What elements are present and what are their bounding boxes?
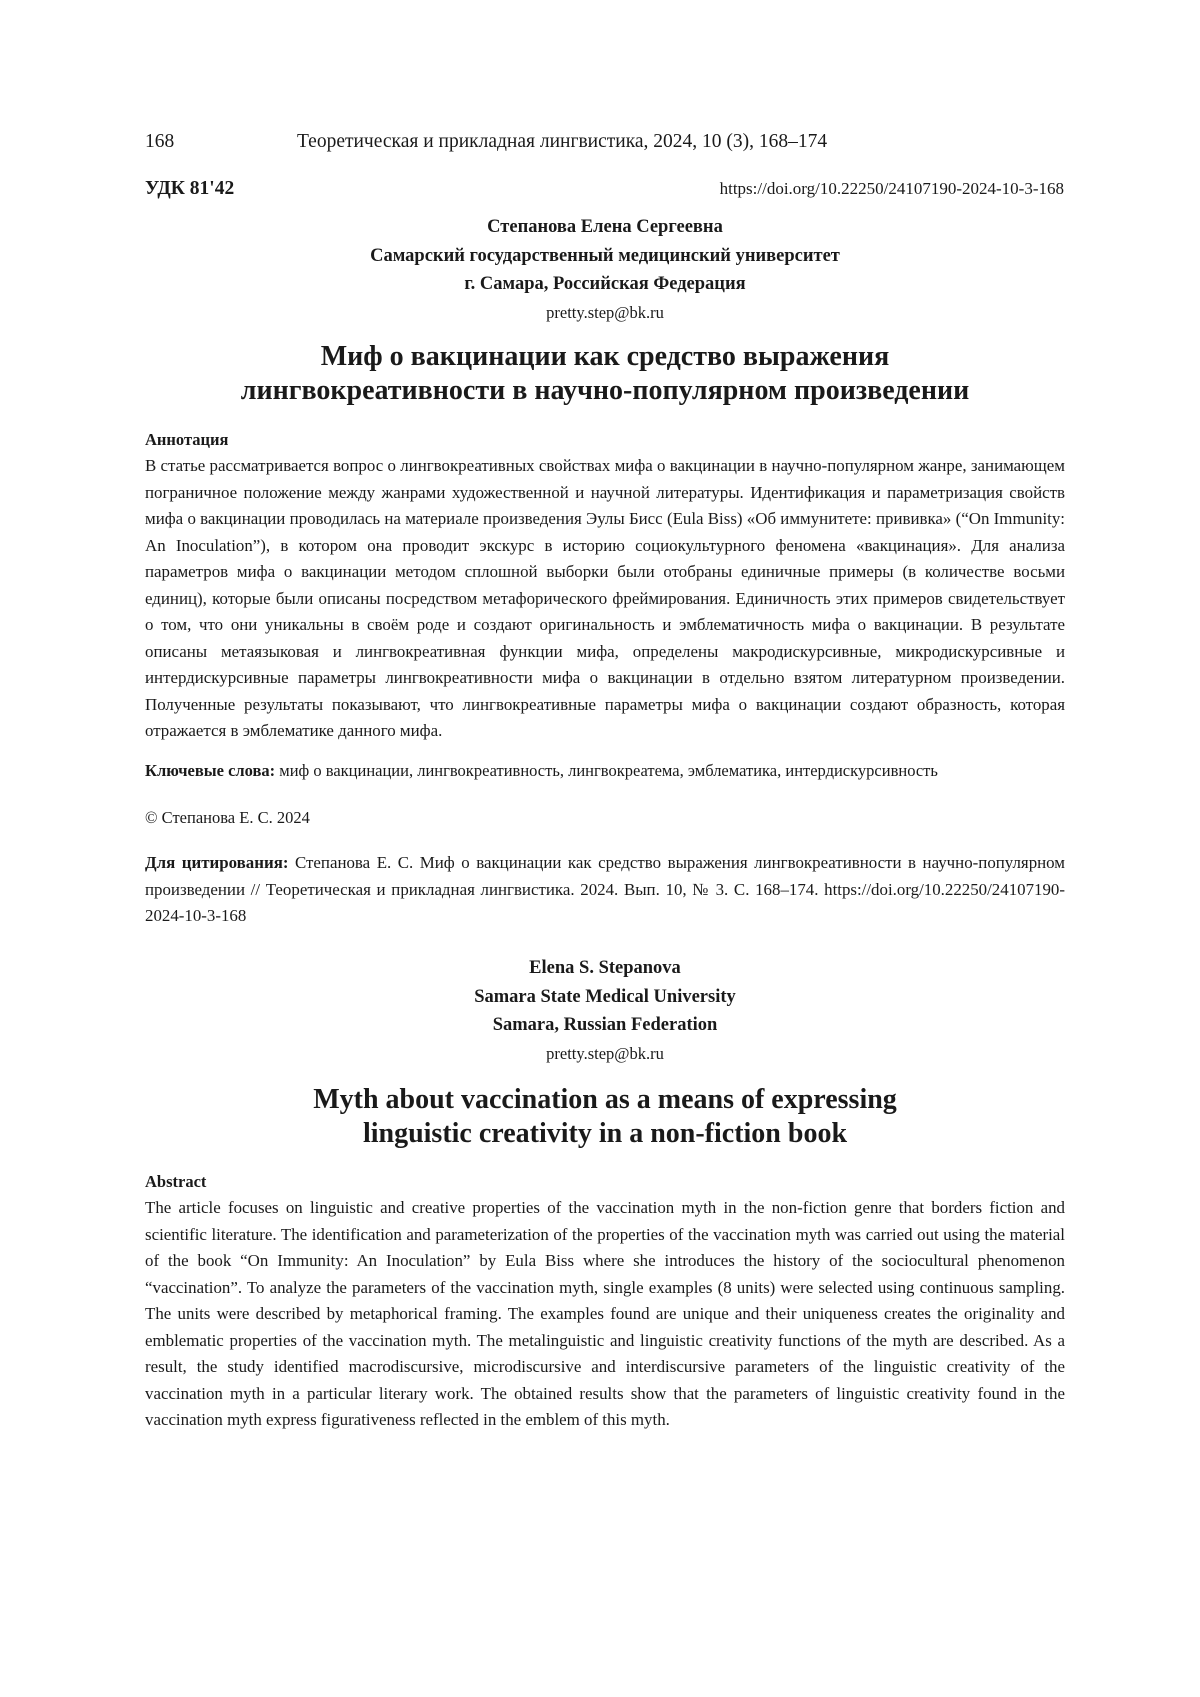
title-line-1-en: Myth about vaccination as a means of expressing xyxy=(313,1084,897,1115)
page-number: 168 xyxy=(145,131,175,152)
abstract-text-ru: В статье рассматривается вопрос о лингвокреативных свойствах мифа о вакцинации в научно-популярном жанре, занимающем пограничное положение между жанрами художественной и научной литературы. Идентификация и параметризация свойств мифа о вакцинации проводилась на материале произведения Эулы Бисс (Eula Biss) «Об иммунитете: прививка» (“On Immunity: An Inoculation”), в котором она проводит экскурс в историю социокультурного феномена «вакцинация». Для анализа параметров мифа о вакцинации методом сплошной выборки были отобраны единичные примеры (в количестве восьми единиц), которые были описаны посредством метафорического фреймирования. Единичность этих примеров свидетельствует о том, что они уникальны в своём роде и создают оригинальность и эмблематичность мифа о вакцинации. В результате описаны метаязыковая и лингвокреативная функции мифа, определены макродискурсивные, микродискурсивные и интердискурсивные параметры лингвокреативности мифа о вакцинации в отдельно взятом литературном произведении. Полученные результаты показывают, что лингвокреативные параметры мифа о вакцинации создают образность, которая отражается в эмблематике данного мифа. xyxy=(145,456,1065,740)
title-line-2-ru: лингвокреативности в научно-популярном произведении xyxy=(240,375,970,406)
abstract-heading-en: Abstract xyxy=(145,1172,207,1191)
running-head xyxy=(145,127,1065,157)
abstract-ru xyxy=(145,427,1065,745)
title-line-1-ru: Миф о вакцинации как средство выражения xyxy=(320,341,890,372)
citation-label: Для цитирования: xyxy=(145,853,289,872)
affiliation-en: Samara State Medical University xyxy=(474,986,736,1007)
author-email-en[interactable]: pretty.step@bk.ru xyxy=(546,1043,664,1063)
affiliation-ru: Самарский государственный медицинский университет xyxy=(370,245,840,266)
author-block-en xyxy=(145,954,1065,1067)
article-title-ru xyxy=(145,340,1065,408)
location-en: Samara, Russian Federation xyxy=(492,1015,718,1035)
author-name-en: Elena S. Stepanova xyxy=(529,958,681,978)
udk-code: УДК 81'42 xyxy=(145,178,235,199)
abstract-text-en: The article focuses on linguistic and creative properties of the vaccination myth in the non-fiction genre that borders fiction and scientific literature. The identification and parameterization of the properties of the vaccination myth was carried out using the material of the book “On Immunity: An Inoculation” by Eula Biss where she introduces the history of the sociocultural phenomenon “vaccination”. To analyze the parameters of the vaccination myth, single examples (8 units) were selected using continuous sampling. The units were described by metaphorical framing. The examples found are unique and their uniqueness creates the originality and emblematic properties of the vaccination myth. The metalinguistic and linguistic creativity functions of the myth are described. As a result, the study identified macrodiscursive, microdiscursive and interdiscursive parameters of the linguistic creativity of the vaccination myth in a particular literary work. The obtained results show that the parameters of linguistic creativity found in the vaccination myth express figurativeness reflected in the emblem of this myth. xyxy=(145,1198,1065,1429)
journal-citation: Теоретическая и прикладная лингвистика, 2024, 10 (3), 168–174 xyxy=(297,131,828,152)
keywords-ru xyxy=(145,758,1065,784)
copyright: © Степанова Е. С. 2024 xyxy=(145,808,310,827)
abstract-heading-ru: Аннотация xyxy=(145,430,229,449)
citation-text: Степанова Е. С. Миф о вакцинации как средство выражения лингвокреативности в научно-популярном произведении // Теоретическая и прикладная лингвистика. 2024. Вып. 10, № 3. С. 168–174. https://doi.org/10.22250/24107190-2024-10-3-168 xyxy=(145,853,1065,925)
author-email-ru[interactable]: pretty.step@bk.ru xyxy=(546,302,664,322)
author-block-ru xyxy=(145,213,1065,326)
location-ru: г. Самара, Российская Федерация xyxy=(464,274,746,294)
author-name-ru: Степанова Елена Сергеевна xyxy=(487,217,723,237)
abstract-en xyxy=(145,1169,1065,1434)
keywords-text: миф о вакцинации, лингвокреативность, лингвокреатема, эмблематика, интердискурсивность xyxy=(275,761,938,780)
citation xyxy=(145,850,1065,930)
doi-link[interactable]: https://doi.org/10.22250/24107190-2024-10-3-168 xyxy=(719,179,1064,198)
title-line-2-en: linguistic creativity in a non-fiction book xyxy=(362,1118,848,1149)
article-title-en xyxy=(145,1083,1065,1151)
keywords-label: Ключевые слова: xyxy=(145,761,276,780)
